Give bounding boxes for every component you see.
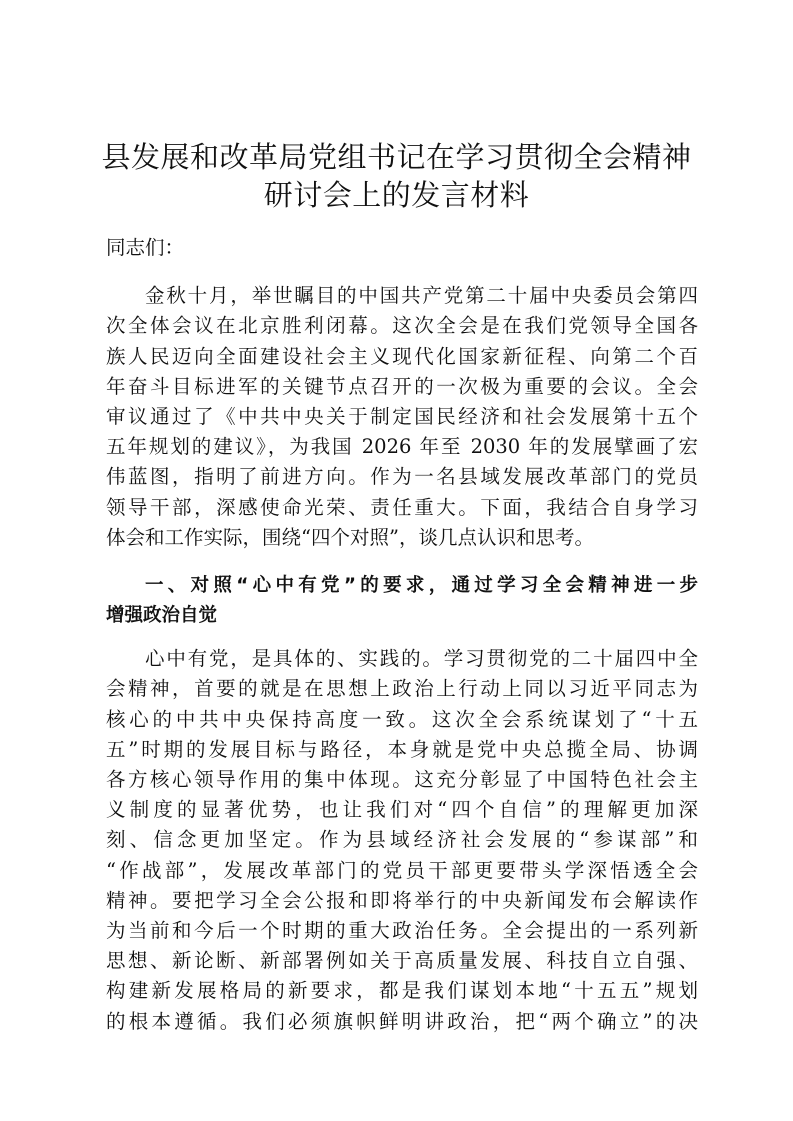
paragraph-line: 精神。要把学习全会公报和即将举行的中央新闻发布会解读作 [106,888,698,912]
paragraph-line: 领导干部，深感使命光荣、责任重大。下面，我结合自身学习 [106,495,698,519]
paragraph-line: 五”时期的发展目标与路径，本身就是党中央总揽全局、协调 [106,737,698,761]
title-line-1: 县发展和改革局党组书记在学习贯彻全会精神 [101,140,692,174]
paragraph-line: 构建新发展格局的新要求，都是我们谋划本地“十五五”规划 [106,979,698,1003]
paragraph-line: 各方核心领导作用的集中体现。这充分彰显了中国特色社会主 [106,768,698,791]
paragraph-line: 刻、信念更加坚定。作为县域经济社会发展的“参谋部”和 [106,828,698,852]
paragraph-line: “作战部”，发展改革部门的党员干部更要带头学深悟透全会 [106,858,698,882]
title-line-2: 研讨会上的发言材料 [263,178,530,212]
heading-line: 一、对照“心中有党”的要求，通过学习全会精神进一步 [145,574,698,596]
paragraph-line: 审议通过了《中共中央关于制定国民经济和社会发展第十五个 [106,404,698,428]
salutation: 同志们： [106,236,185,259]
document-title [60,138,733,214]
paragraph-line: 五年规划的建议》，为我国 2026 年至 2030 年的发展擘画了宏 [106,435,698,459]
section-1-heading [106,571,698,631]
section-1-paragraph [106,644,698,1036]
paragraph-line: 心中有党，是具体的、实践的。学习贯彻党的二十届四中全 [145,647,698,671]
paragraph-line: 次全体会议在北京胜利闭幕。这次全会是在我们党领导全国各 [106,314,698,338]
paragraph-line: 金秋十月，举世瞩目的中国共产党第二十届中央委员会第四 [145,284,698,308]
paragraph-line: 为当前和今后一个时期的重大政治任务。全会提出的一系列新 [106,918,698,942]
paragraph-line: 体会和工作实际，围绕“四个对照”，谈几点认识和思考。 [106,525,594,549]
paragraph-line: 核心的中共中央保持高度一致。这次全会系统谋划了“十五 [106,707,698,731]
paragraph-line: 会精神，首要的就是在思想上政治上行动上同以习近平同志为 [106,677,698,701]
paragraph-line: 的根本遵循。我们必须旗帜鲜明讲政治，把“两个确立”的决 [106,1009,698,1033]
paragraph-line: 义制度的显著优势，也让我们对“四个自信”的理解更加深 [106,798,698,822]
heading-line: 增强政治自觉 [106,605,218,627]
intro-paragraph [106,281,698,553]
document-body [106,233,698,1037]
paragraph-line: 伟蓝图，指明了前进方向。作为一名县域发展改革部门的党员 [106,465,698,489]
paragraph-line: 族人民迈向全面建设社会主义现代化国家新征程、向第二个百 [106,344,698,368]
paragraph-line: 年奋斗目标进军的关键节点召开的一次极为重要的会议。全会 [106,374,698,398]
paragraph-line: 思想、新论断、新部署例如关于高质量发展、科技自立自强、 [106,949,698,973]
